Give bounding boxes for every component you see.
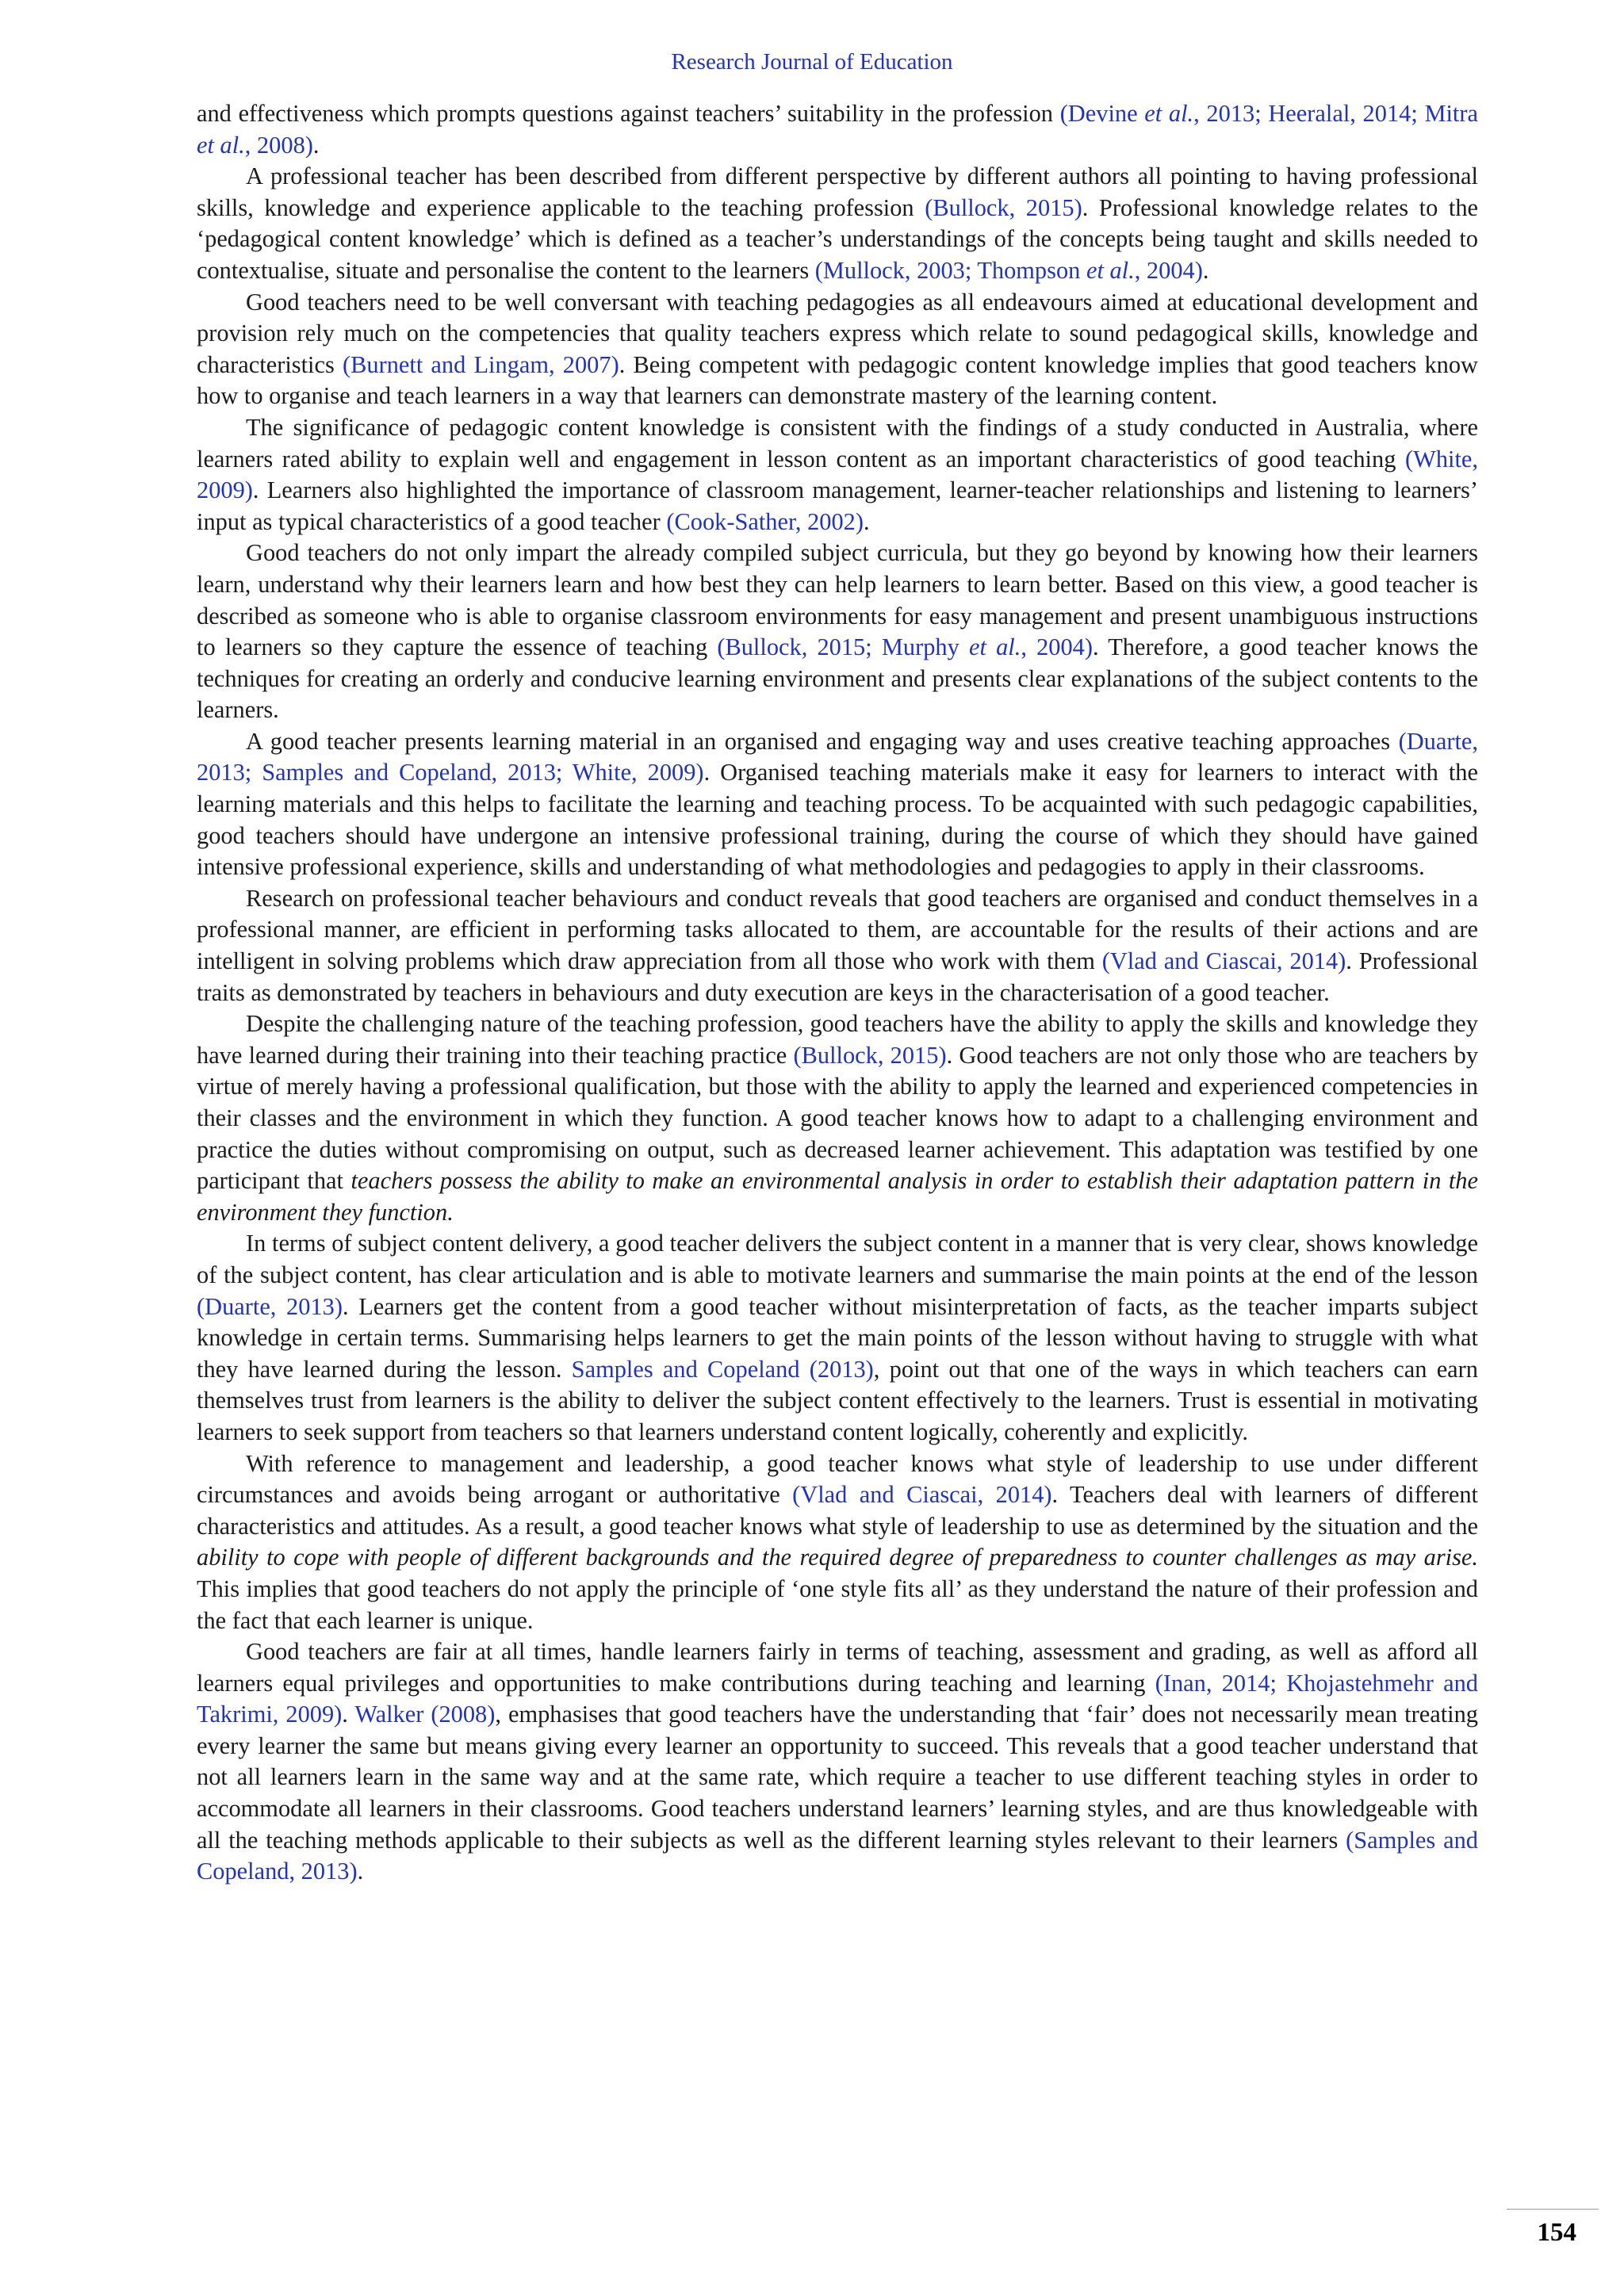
body-text: Good teachers need to be well conversant with teaching pedagogies as all endeavours aimed at educational development and provision rely much on the competencies that quality teachers express which relate to sound pedagogical skills, knowledge and characteristics	[197, 288, 1478, 378]
body-text: .	[864, 507, 870, 535]
citation-link[interactable]: (Duarte, 2013; Samples and Copeland, 2013; White, 2009)	[197, 727, 1478, 786]
body-text: This implies that good teachers do not apply the principle of ‘one style fits all’ as they understand the nature of their profession and the fact that each learner is unique.	[197, 1575, 1478, 1634]
citation-link[interactable]: Samples and Copeland (2013)	[571, 1355, 874, 1383]
paragraph	[197, 1636, 1478, 1888]
body-text: and effectiveness which prompts questions against teachers’ suitability in the profession	[197, 100, 1060, 127]
paragraph	[197, 287, 1478, 412]
citation-link[interactable]: Walker (2008)	[354, 1701, 496, 1728]
page-number: 154	[1537, 2218, 1576, 2247]
citation-link[interactable]: (Duarte, 2013)	[197, 1292, 343, 1320]
body-text: . Learners get the content from a good teacher without misinterpretation of facts, as the teacher imparts subject knowledge in certain terms. Summarising helps learners to get the main points of the lesson without having to struggle with what they have learned during the lesson.	[197, 1292, 1478, 1383]
body-text: . Good teachers are not only those who are teachers by virtue of merely having a professional qualification, but those with the ability to apply the learned and experienced competencies in their classes and the environment in which they function. A good teacher knows how to adapt to a challenging environment and practice the duties without compromising on output, such as decreased learner achievement. This adaptation was testified by one participant that	[197, 1041, 1479, 1195]
citation-link[interactable]: , 2004)	[1021, 633, 1094, 661]
citation-link[interactable]: (White, 2009)	[197, 445, 1478, 504]
paragraph	[197, 726, 1478, 883]
italic-text: teachers possess the ability to make an environmental analysis in order to establish their adaptation pattern in the environment they function.	[197, 1167, 1478, 1226]
body-text: Despite the challenging nature of the teaching profession, good teachers have the ability to apply the skills and knowledge they have learned during their training into their teaching practice	[197, 1010, 1478, 1069]
body-text: . Professional traits as demonstrated by teachers in behaviours and duty execution are keys in the characterisation of a good teacher.	[197, 947, 1478, 1006]
citation-link[interactable]: (Burnett and Lingam, 2007)	[342, 350, 619, 378]
citation-link[interactable]: et al.	[1144, 100, 1194, 127]
paragraph	[197, 538, 1478, 726]
citation-link[interactable]: et al.	[197, 131, 245, 159]
body-text: .	[357, 1858, 364, 1885]
body-text: With reference to management and leadership, a good teacher knows what style of leadership to use under different circumstances and avoids being arrogant or authoritative	[197, 1449, 1478, 1509]
paragraph	[197, 1008, 1478, 1228]
body-text: . Teachers deal with learners of different characteristics and attitudes. As a result, a good teacher knows what style of leadership to use as determined by the situation and the	[197, 1481, 1478, 1540]
paragraph	[197, 98, 1478, 161]
body-text: Research on professional teacher behaviours and conduct reveals that good teachers are organised and conduct themselves in a professional manner, are efficient in performing tasks allocated to them, are accountable for the results of their actions and are intelligent in solving problems which draw appreciation from all those who work with them	[197, 884, 1478, 975]
body-text: Good teachers are fair at all times, handle learners fairly in terms of teaching, assessment and grading, as well as afford all learners equal privileges and opportunities to make contributions during teaching and learning	[197, 1638, 1478, 1697]
page-number-rule	[1507, 2209, 1599, 2210]
citation-link[interactable]: et al.	[1086, 256, 1135, 284]
body-text: Good teachers do not only impart the already compiled subject curricula, but they go beyond by knowing how their learners learn, understand why their learners learn and how best they can help learners to learn better. Based on this view, a good teacher is described as someone who is able to organise classroom environments for easy management and present unambiguous instructions to learners so they capture the essence of teaching	[197, 539, 1478, 661]
citation-link[interactable]: (Vlad and Ciascai, 2014)	[792, 1481, 1052, 1509]
body-text: . Learners also highlighted the importance of classroom management, learner-teacher relationships and listening to learners’ input as typical characteristics of a good teacher	[197, 476, 1478, 535]
paragraph	[197, 1228, 1478, 1448]
citation-link[interactable]: (Bullock, 2015)	[925, 193, 1082, 221]
body-text: A professional teacher has been described from different perspective by different authors all pointing to having professional skills, knowledge and experience applicable to the teaching profession	[197, 163, 1478, 221]
citation-link[interactable]: , 2008)	[244, 131, 313, 159]
body-text: . Therefore, a good teacher knows the techniques for creating an orderly and conducive learning environment and presents clear explanations of the subject contents to the learners.	[197, 633, 1478, 724]
citation-link[interactable]: , 2013; Heeralal, 2014; Mitra	[1193, 100, 1478, 127]
body-text: . Organised teaching materials make it easy for learners to interact with the learning materials and this helps to facilitate the learning and teaching process. To be acquainted with such pedagogic capabilities, good teachers should have undergone an intensive professional training, during the course of which they should have gained intensive professional experience, skills and understanding of what methodologies and pedagogies to apply in their classrooms.	[197, 759, 1478, 881]
citation-link[interactable]: (Bullock, 2015)	[793, 1041, 947, 1069]
citation-link[interactable]: (Samples and Copeland, 2013)	[197, 1826, 1478, 1885]
body-text: A good teacher presents learning material in an organised and engaging way and uses creative teaching approaches	[246, 727, 1399, 755]
paragraph	[197, 883, 1478, 1008]
body-text: , emphasises that good teachers have the understanding that ‘fair’ does not necessarily mean treating every learner the same but means giving every learner an opportunity to succeed. This reveals that a good teacher understand that not all learners learn in the same way and at the same rate, which require a teacher to use different teaching styles in order to accommodate all learners in their classrooms. Good teachers understand learners’ learning styles, and are thus knowledgeable with all the teaching methods applicable to their subjects as well as the different learning styles relevant to their learners	[197, 1701, 1478, 1854]
paragraph	[197, 412, 1478, 538]
citation-link[interactable]: (Inan, 2014; Khojastehmehr and Takrimi, 2009)	[197, 1669, 1478, 1728]
citation-link[interactable]: et al.	[968, 633, 1021, 661]
citation-link[interactable]: (Bullock, 2015; Murphy	[717, 633, 969, 661]
citation-link[interactable]: (Vlad and Ciascai, 2014)	[1101, 947, 1346, 975]
body-text: In terms of subject content delivery, a good teacher delivers the subject content in a manner that is very clear, shows knowledge of the subject content, has clear articulation and is able to motivate learners and summarise the main points at the end of the lesson	[197, 1230, 1478, 1288]
citation-link[interactable]: (Mullock, 2003; Thompson	[814, 256, 1086, 284]
body-text: .	[312, 131, 320, 159]
citation-link[interactable]: (Cook-Sather, 2002)	[666, 507, 864, 535]
citation-link[interactable]: , 2004)	[1134, 256, 1203, 284]
paragraph	[197, 1448, 1478, 1637]
body-text: . Being competent with pedagogic content knowledge implies that good teachers know how to organise and teach learners in a way that learners can demonstrate mastery of the learning content.	[197, 350, 1478, 410]
body-text: .	[1202, 256, 1209, 284]
citation-link[interactable]: (Devine	[1059, 100, 1145, 127]
journal-header: Research Journal of Education	[671, 49, 953, 75]
body-text: . Professional knowledge relates to the ‘pedagogical content knowledge’ which is defined as a teacher’s understandings of the concepts being taught and skills needed to contextualise, situate and personalise the content to the learners	[197, 193, 1479, 284]
article-body	[197, 98, 1478, 1888]
body-text: , point out that one of the ways in which teachers can earn themselves trust from learners is the ability to deliver the subject content effectively to the learners. Trust is essential in motivating learners to seek support from teachers so that learners understand content logically, coherently and explicitly.	[197, 1355, 1478, 1445]
paragraph	[197, 161, 1478, 286]
italic-text: ability to cope with people of different backgrounds and the required degree of preparedness to counter challenges as may arise.	[197, 1544, 1478, 1571]
body-text: .	[342, 1701, 355, 1728]
body-text: The significance of pedagogic content knowledge is consistent with the findings of a study conducted in Australia, where learners rated ability to explain well and engagement in lesson content as an important characteristics of good teaching	[197, 413, 1478, 473]
